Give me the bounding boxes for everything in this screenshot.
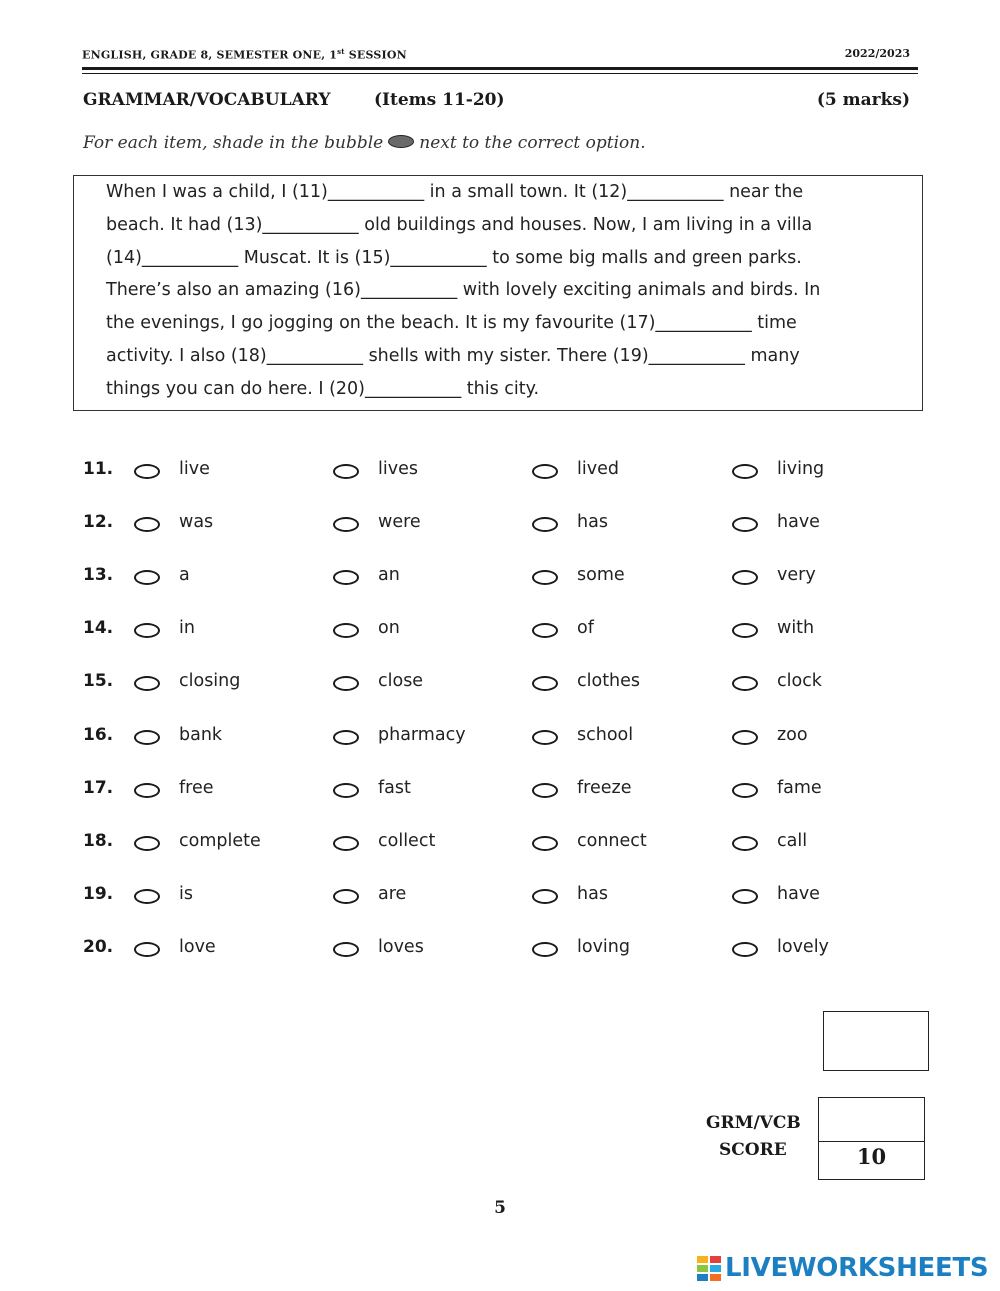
answer-bubble[interactable] (134, 517, 160, 532)
answer-bubble[interactable] (532, 517, 558, 532)
answer-option-label: pharmacy (378, 725, 466, 745)
answer-option-label: of (577, 618, 594, 638)
answer-bubble[interactable] (134, 836, 160, 851)
instructions-after: next to the correct option. (419, 133, 646, 153)
answer-option-label: collect (378, 831, 436, 851)
header-course-info (82, 47, 407, 62)
question-row (0, 831, 1000, 861)
answer-option-label: loves (378, 937, 424, 957)
question-row (0, 884, 1000, 914)
answer-bubble[interactable] (532, 836, 558, 851)
header-course-session: SESSION (344, 48, 407, 62)
filled-bubble-icon (388, 135, 414, 148)
page-number: 5 (494, 1198, 506, 1218)
answer-bubble[interactable] (134, 464, 160, 479)
answer-bubble[interactable] (134, 570, 160, 585)
question-number: 16. (83, 725, 114, 745)
answer-option-label: connect (577, 831, 647, 851)
score-label-line1: GRM/VCB (706, 1113, 801, 1133)
answer-bubble[interactable] (732, 623, 758, 638)
liveworksheets-wordmark: LIVEWORKSHEETS (725, 1253, 989, 1283)
answer-option-label: have (777, 884, 820, 904)
answer-bubble[interactable] (732, 942, 758, 957)
answer-option-label: living (777, 459, 825, 479)
answer-option-label: on (378, 618, 400, 638)
answer-option-label: freeze (577, 778, 632, 798)
header-rule-thin (82, 73, 918, 74)
header-course-superscript: st (337, 47, 345, 56)
answer-option-label: are (378, 884, 407, 904)
answer-option-label: fame (777, 778, 822, 798)
question-number: 17. (83, 778, 114, 798)
answer-bubble[interactable] (532, 942, 558, 957)
question-number: 15. (83, 671, 114, 691)
answer-option-label: bank (179, 725, 223, 745)
score-divider (819, 1141, 924, 1142)
answer-bubble[interactable] (134, 889, 160, 904)
score-total: 10 (856, 1144, 887, 1169)
answer-bubble[interactable] (333, 889, 359, 904)
question-row (0, 618, 1000, 648)
section-items-range: (Items 11-20) (374, 90, 505, 110)
answer-option-label: is (179, 884, 193, 904)
answer-bubble[interactable] (333, 942, 359, 957)
answer-bubble[interactable] (732, 889, 758, 904)
answer-option-label: clothes (577, 671, 641, 691)
answer-option-label: love (179, 937, 216, 957)
answer-bubble[interactable] (532, 623, 558, 638)
instructions (83, 133, 646, 153)
answer-bubble[interactable] (333, 676, 359, 691)
answer-option-label: lives (378, 459, 418, 479)
answer-option-label: an (378, 565, 400, 585)
answer-bubble[interactable] (532, 676, 558, 691)
answer-bubble[interactable] (333, 623, 359, 638)
question-row (0, 512, 1000, 542)
answer-bubble[interactable] (532, 570, 558, 585)
answer-bubble[interactable] (333, 836, 359, 851)
answer-option-label: some (577, 565, 625, 585)
answer-bubble[interactable] (732, 676, 758, 691)
answer-bubble[interactable] (333, 570, 359, 585)
answer-option-label: a (179, 565, 190, 585)
question-number: 18. (83, 831, 114, 851)
answer-bubble[interactable] (134, 942, 160, 957)
answer-option-label: in (179, 618, 195, 638)
answer-option-label: school (577, 725, 634, 745)
answer-bubble[interactable] (732, 464, 758, 479)
answer-bubble[interactable] (732, 517, 758, 532)
answer-option-label: very (777, 565, 816, 585)
answer-option-label: closing (179, 671, 241, 691)
passage-line: the evenings, I go jogging on the beach. It is my favourite (17)___________ time (106, 313, 797, 334)
answer-option-label: were (378, 512, 421, 532)
passage-text (106, 176, 896, 406)
question-number: 14. (83, 618, 114, 638)
answer-option-label: have (777, 512, 820, 532)
section-title: GRAMMAR/VOCABULARY (83, 90, 331, 110)
passage-line: activity. I also (18)___________ shells with my sister. There (19)___________ many (106, 345, 800, 366)
question-number: 12. (83, 512, 114, 532)
answer-bubble[interactable] (333, 464, 359, 479)
instructions-before: For each item, shade in the bubble (83, 133, 384, 153)
section-marks: (5 marks) (816, 90, 910, 110)
answer-bubble[interactable] (134, 730, 160, 745)
answer-box (823, 1011, 929, 1071)
question-row (0, 937, 1000, 967)
answer-option-label: call (777, 831, 808, 851)
passage-box (73, 175, 923, 411)
question-row (0, 725, 1000, 755)
answer-option-label: close (378, 671, 424, 691)
answer-bubble[interactable] (732, 836, 758, 851)
answer-option-label: zoo (777, 725, 808, 745)
question-row (0, 459, 1000, 489)
question-number: 13. (83, 565, 114, 585)
question-number: 20. (83, 937, 114, 957)
answer-bubble[interactable] (532, 730, 558, 745)
score-box (818, 1097, 925, 1180)
answer-option-label: has (577, 884, 608, 904)
question-number: 19. (83, 884, 114, 904)
answer-bubble[interactable] (532, 889, 558, 904)
answer-bubble[interactable] (333, 783, 359, 798)
answer-option-label: clock (777, 671, 822, 691)
answer-bubble[interactable] (732, 570, 758, 585)
answer-option-label: loving (577, 937, 630, 957)
answer-option-label: free (179, 778, 214, 798)
question-row (0, 778, 1000, 808)
question-number: 11. (83, 459, 114, 479)
liveworksheets-logo-icon (697, 1256, 721, 1281)
answer-option-label: fast (378, 778, 411, 798)
passage-line: things you can do here. I (20)___________ this city. (106, 378, 540, 399)
question-row (0, 565, 1000, 595)
answer-option-label: was (179, 512, 214, 532)
answer-bubble[interactable] (732, 783, 758, 798)
answer-option-label: lovely (777, 937, 829, 957)
answer-bubble[interactable] (333, 730, 359, 745)
answer-option-label: live (179, 459, 210, 479)
answer-option-label: lived (577, 459, 619, 479)
answer-bubble[interactable] (134, 623, 160, 638)
passage-line: There’s also an amazing (16)___________ with lovely exciting animals and birds. In (106, 280, 821, 301)
passage-line: When I was a child, I (11)___________ in a small town. It (12)___________ near the (106, 182, 804, 202)
answer-bubble[interactable] (532, 783, 558, 798)
answer-option-label: with (777, 618, 815, 638)
header-course-text: ENGLISH, GRADE 8, SEMESTER ONE, 1 (82, 48, 338, 62)
header-year: 2022/2023 (844, 47, 910, 60)
answer-bubble[interactable] (732, 730, 758, 745)
answer-bubble[interactable] (333, 517, 359, 532)
answer-option-label: complete (179, 831, 261, 851)
score-label-line2: SCORE (719, 1140, 787, 1160)
passage-line: beach. It had (13)___________ old buildings and houses. Now, I am living in a villa (106, 214, 813, 235)
header-rule-thick (82, 67, 918, 70)
answer-bubble[interactable] (134, 676, 160, 691)
question-row (0, 671, 1000, 701)
answer-bubble[interactable] (134, 783, 160, 798)
answer-bubble[interactable] (532, 464, 558, 479)
passage-line: (14)___________ Muscat. It is (15)___________ to some big malls and green parks. (106, 247, 802, 268)
answer-option-label: has (577, 512, 608, 532)
